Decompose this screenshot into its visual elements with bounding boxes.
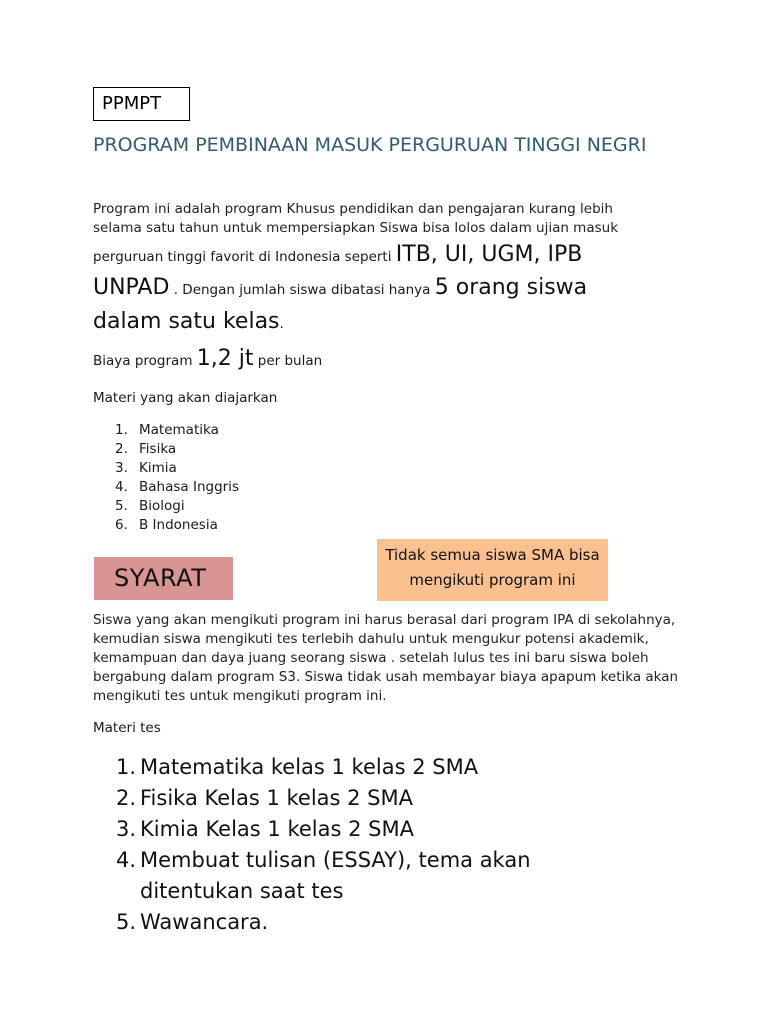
list-item (116, 814, 596, 845)
list-label: B Indonesia (139, 517, 218, 533)
materi-list (115, 421, 239, 535)
list-item (116, 752, 596, 783)
list-number: 5. (115, 498, 128, 514)
list-item (115, 440, 239, 459)
list-number: 3. (115, 460, 128, 476)
list-number: 3. (116, 817, 137, 841)
intro-line-4-text: . Dengan jumlah siswa dibatasi hanya (169, 282, 435, 298)
list-label: Fisika (139, 441, 177, 457)
list-label: Bahasa Inggris (139, 479, 239, 495)
list-number: 2. (116, 786, 137, 810)
universities-highlight: ITB, UI, UGM, IPB (395, 242, 583, 267)
cost-line (93, 346, 322, 371)
list-item (115, 459, 239, 478)
list-item (116, 907, 596, 938)
page-title: PROGRAM PEMBINAAN MASUK PERGURUAN TINGGI NEGRI (93, 134, 647, 156)
intro-line-5-period: . (279, 316, 284, 332)
cost-amount: 1,2 jt (196, 346, 254, 371)
ppmpt-label-box: PPMPT (93, 87, 190, 121)
intro-line-2: selama satu tahun untuk mempersiapkan Siswa bisa lolos dalam ujian masuk (93, 220, 619, 236)
materi-heading: Materi yang akan diajarkan (93, 390, 278, 406)
class-size-highlight: dalam satu kelas (93, 309, 280, 334)
list-item (115, 497, 239, 516)
list-label: Matematika kelas 1 kelas 2 SMA (140, 755, 479, 779)
list-item (116, 845, 596, 907)
materi-tes-heading: Materi tes (93, 720, 161, 736)
intro-paragraph (93, 200, 693, 238)
list-item (115, 421, 239, 440)
list-number: 1. (115, 422, 128, 438)
list-number: 6. (115, 517, 128, 533)
list-label: Kimia Kelas 1 kelas 2 SMA (140, 817, 414, 841)
university-unpad: UNPAD (93, 275, 170, 300)
list-label: Matematika (139, 422, 219, 438)
list-number: 5. (116, 910, 137, 934)
list-label: Biologi (139, 498, 185, 514)
note-callout: Tidak semua siswa SMA bisa mengikuti program ini (377, 539, 608, 601)
list-number: 1. (116, 755, 137, 779)
list-item (115, 516, 239, 535)
intro-line-3-text: perguruan tinggi favorit di Indonesia seperti (93, 249, 396, 265)
list-number: 2. (115, 441, 128, 457)
list-item (115, 478, 239, 497)
cost-suffix: per bulan (253, 353, 323, 369)
list-label: Fisika Kelas 1 kelas 2 SMA (140, 786, 413, 810)
list-number: 4. (116, 848, 137, 872)
cost-prefix: Biaya program (93, 353, 197, 369)
intro-highlight (93, 240, 733, 340)
requirements-paragraph: Siswa yang akan mengikuti program ini harus berasal dari program IPA di sekolahnya, kemudian siswa mengikuti tes terlebih dahulu untuk mengukur potensi akademik, kemampuan dan daya juang seorang siswa . setelah lulus tes ini baru siswa boleh bergabung dalam program S3. Siswa tidak usah membayar biaya apapum ketika akan mengikuti tes untuk mengikuti program ini. (93, 612, 679, 704)
student-count-highlight: 5 orang siswa (434, 275, 588, 300)
tes-list (116, 752, 596, 938)
list-label: Membuat tulisan (ESSAY), tema akan ditentukan saat tes (140, 848, 531, 903)
intro-line-1: Program ini adalah program Khusus pendidikan dan pengajaran kurang lebih (93, 201, 613, 217)
list-label: Wawancara. (140, 910, 269, 934)
list-item (116, 783, 596, 814)
syarat-banner: SYARAT (94, 557, 233, 600)
list-number: 4. (115, 479, 128, 495)
list-label: Kimia (139, 460, 177, 476)
